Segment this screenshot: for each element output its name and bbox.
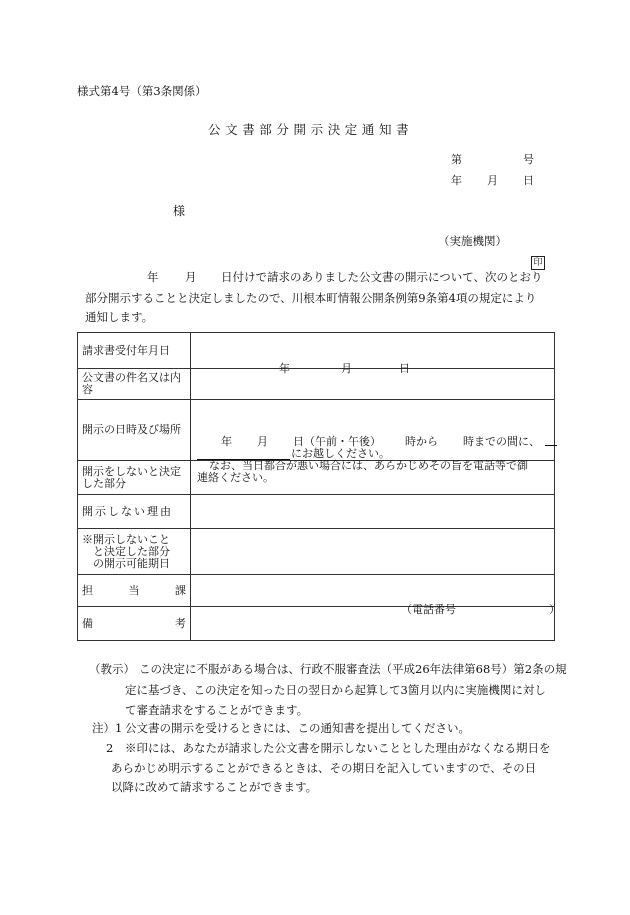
- nondisclosure-reason-text: 開示しない理由: [82, 504, 173, 518]
- body-line-1-rest: 日付けで請求のありました公文書の開示について、次のとおり: [221, 270, 543, 284]
- possible-disclosure-date-label: [78, 529, 191, 575]
- request-received-date-value: [191, 333, 555, 375]
- note-2-number: 2: [106, 741, 114, 755]
- seal-mark: 印: [531, 256, 545, 270]
- row3-line-3: なお、当日都合が悪い場合には、あらかじめその旨を電話等で御: [209, 459, 528, 472]
- remarks-label: [78, 607, 191, 641]
- responsible-section-label: [78, 575, 191, 607]
- document-title: 公文書部分開示決定通知書: [208, 122, 414, 137]
- document-subject-value: [191, 369, 555, 400]
- row1-day: 日: [399, 361, 410, 375]
- phone-number-open: （電話番号: [401, 602, 456, 616]
- issue-date-month: 月: [487, 174, 498, 187]
- request-received-date-label: 請求書受付年月日: [78, 333, 191, 369]
- table-row: [78, 575, 555, 607]
- issue-date-year: 年: [451, 174, 462, 187]
- phone-number-close: ）: [549, 602, 560, 616]
- table-row: [78, 333, 555, 369]
- agency-label: （実施機関）: [438, 234, 507, 248]
- document-subject-label: 公文書の件名又は内容: [78, 369, 191, 400]
- instruction-line-3: て審査請求をすることができます。: [125, 703, 309, 717]
- possible-date-label-line-3: の開示可能期日: [93, 556, 170, 570]
- nondisclosure-reason-value: [191, 495, 555, 529]
- remarks-char: 考: [175, 616, 186, 630]
- responsible-char: 当: [128, 583, 140, 597]
- disclosure-datetime-place-label: 開示の日時及び場所: [78, 400, 191, 461]
- body-line-3: 通知します。: [85, 310, 154, 324]
- note-1: 公文書の開示を受けるときには、この通知書を提出してください。: [125, 721, 470, 735]
- remarks-char: 備: [82, 616, 93, 630]
- doc-number-prefix: 第: [451, 153, 462, 166]
- row3-until: 時までの間に、: [463, 435, 540, 448]
- doc-number-suffix: 号: [523, 153, 534, 166]
- table-row: [78, 369, 555, 400]
- form-number: 様式第4号（第3条関係）: [77, 84, 207, 98]
- row3-year: 年: [221, 435, 232, 448]
- row3-day: 日（午前・午後）: [293, 435, 381, 448]
- note-2-line-2: あらかじめ明示することができるときは、その期日を記入していますので、その日: [111, 761, 537, 775]
- row1-month: 月: [341, 361, 352, 375]
- body-line-2: 部分開示することと決定しましたので、川根本町情報公開条例第9条第4項の規定により: [85, 291, 537, 305]
- table-row: [78, 495, 555, 529]
- remarks-value: [191, 607, 555, 641]
- responsible-section-value: [191, 575, 560, 616]
- note-2-line-3: 以降に改めて請求することができます。: [111, 780, 318, 794]
- instruction-line-2: 定に基づき、この決定を知った日の翌日から起算して3箇月以内に実施機関に対し: [125, 683, 546, 697]
- addressee-suffix: 様: [173, 204, 186, 218]
- possible-disclosure-date-value: [191, 529, 555, 575]
- note-label: 注）1: [92, 721, 123, 735]
- possible-date-label-line-1: ※開示しないこと: [82, 532, 170, 546]
- nondisclosure-reason-label: [78, 495, 191, 529]
- row3-line-2: にお越しください。: [291, 447, 390, 460]
- body-month: 月: [185, 270, 197, 284]
- row3-month: 月: [257, 435, 268, 448]
- issue-date-day: 日: [523, 174, 534, 187]
- place-blank-underline: [545, 445, 557, 446]
- note-2-line-1: ※印には、あなたが請求した公文書を開示しないこととした理由がなくなる期日を: [125, 741, 551, 755]
- responsible-char: 担: [82, 583, 93, 597]
- table-row: [78, 400, 555, 461]
- responsible-char: 課: [175, 583, 186, 597]
- row3-line-4: 連絡ください。: [197, 471, 274, 484]
- disclosure-form-table: [77, 332, 560, 641]
- table-row: [78, 607, 555, 641]
- row1-year: 年: [279, 361, 290, 375]
- instruction-line-1: この決定に不服がある場合は、行政不服審査法（平成26年法律第68号）第2条の規: [139, 662, 567, 676]
- table-row: [78, 529, 555, 575]
- disclosure-datetime-place-value: [191, 400, 555, 484]
- instruction-label: （教示）: [89, 662, 135, 676]
- body-year: 年: [147, 270, 159, 284]
- undisclosed-part-label: 開示をしないと決定した部分: [78, 461, 191, 495]
- row3-from: 時から: [405, 435, 438, 448]
- possible-date-label-line-2: と決定した部分: [93, 544, 170, 558]
